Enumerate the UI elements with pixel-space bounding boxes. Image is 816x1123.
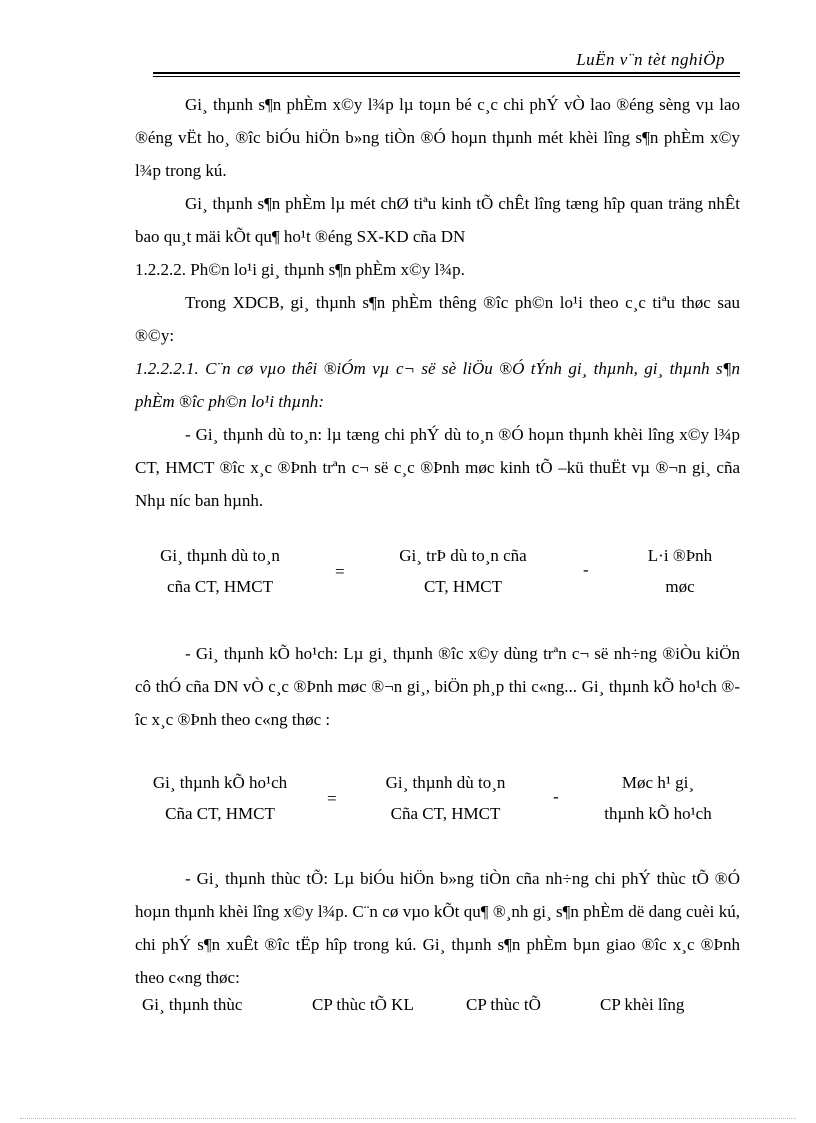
formula-2-right-line1: Møc h¹ gi¸ <box>621 773 695 792</box>
formula-1-left-line2: cña CT, HMCT <box>167 577 273 596</box>
header-title: LuËn v¨n tèt nghiÖp <box>576 50 725 69</box>
formula-2-mid <box>363 767 528 829</box>
formula-3-term-3: CP thùc tÕ <box>466 995 541 1014</box>
paragraph-cost-importance: Gi¸ thµnh s¶n phÈm lµ mét chØ tiªu kinh tÕ chÊt lîng tæng hîp quan träng nhÊt bao qu¸t mäi kÕt qu¶ ho¹t ®éng SX-KD cña DN <box>135 194 740 246</box>
formula-3-term-1: Gi¸ thµnh thùc <box>142 995 243 1014</box>
formula-3-term-4: CP khèi lîng <box>600 995 685 1014</box>
formula-1-mid <box>373 540 553 602</box>
formula-1-left-line1: Gi¸ thµnh dù to¸n <box>160 546 280 565</box>
formula-2-left-line1: Gi¸ thµnh kÕ ho¹ch <box>152 773 288 792</box>
formula-1-mid-line1: Gi¸ trÞ dù to¸n cña <box>399 546 527 565</box>
formula-1-equals: = <box>335 562 345 581</box>
body-block-2 <box>135 637 740 736</box>
paragraph-cost-definition: Gi¸ thµnh s¶n phÈm x©y l¾p lµ toµn bé c¸c chi phÝ vÒ lao ®éng sèng vµ lao ®éng vËt ho¸ ®îc biÓu hiÖn b»ng tiÒn ®Ó hoµn thµnh mét khèi lîng s¶n phÈm x©y l¾p trong kú. <box>135 95 740 180</box>
formula-1-left <box>135 540 305 602</box>
formula-2-mid-line2: Cña CT, HMCT <box>390 804 501 823</box>
footer-dotted-line <box>20 1118 796 1119</box>
header-rule-thick <box>153 72 740 74</box>
formula-1-right-line1: L·i ®Þnh <box>647 546 713 565</box>
formula-2-minus: - <box>553 787 559 806</box>
formula-2-mid-line1: Gi¸ thµnh dù to¸n <box>385 773 506 792</box>
formula-1-right-line2: møc <box>665 577 695 596</box>
formula-3-term-2: CP thùc tÕ KL <box>312 995 414 1014</box>
paragraph-estimated-cost: - Gi¸ thµnh dù to¸n: lµ tæng chi phÝ dù to¸n ®Ó hoµn thµnh khèi lîng x©y l¾p CT, HMCT ®îc x¸c ®Þnh trªn c¬ së c¸c ®Þnh møc kinh tÕ –kü thuËt vµ ®¬n gi¸ cña Nhµ níc ban hµnh. <box>135 425 740 510</box>
section-heading: 1.2.2.2. Ph©n lo¹i gi¸ thµnh s¶n phÈm x©y l¾p. <box>135 260 465 279</box>
paragraph-planned-cost: - Gi¸ thµnh kÕ ho¹ch: Lµ gi¸ thµnh ®îc x©y dùng trªn c¬ së nh÷ng ®iÒu kiÖn cô thÓ cña DN vÒ c¸c ®Þnh møc ®¬n gi¸, biÖn ph¸p thi c«ng... Gi¸ thµnh kÕ ho¹ch ®îc x¸c ®Þnh theo c«ng thøc : <box>135 644 740 729</box>
formula-estimated-cost <box>135 540 740 610</box>
formula-1-mid-line2: CT, HMCT <box>423 577 503 596</box>
formula-2-left <box>135 767 305 829</box>
sub-heading: 1.2.2.2.1. C¨n cø vµo thêi ®iÓm vµ c¬ së sè liÖu ®Ó tÝnh gi¸ thµnh, gi¸ thµnh s¶n phÈm ®îc ph©n lo¹i thµnh: <box>135 359 740 411</box>
paragraph-classification-intro: Trong XDCB, gi¸ thµnh s¶n phÈm thêng ®îc ph©n lo¹i theo c¸c tiªu thøc sau ®©y: <box>135 293 740 345</box>
body-block-1 <box>135 88 740 517</box>
formula-1-right <box>615 540 745 602</box>
header-rule-thin <box>153 76 740 77</box>
formula-planned-cost <box>135 767 740 837</box>
formula-2-right <box>583 767 733 829</box>
formula-1-minus: - <box>583 560 589 579</box>
body-block-3 <box>135 862 740 994</box>
formula-2-right-line2: thµnh kÕ ho¹ch <box>604 804 712 823</box>
paragraph-actual-cost: - Gi¸ thµnh thùc tÕ: Lµ biÓu hiÖn b»ng tiÒn cña nh÷ng chi phÝ thùc tÕ ®Ó hoµn thµnh khèi lîng x©y l¾p. C¨n cø vµo kÕt qu¶ ®¸nh gi¸ s¶n phÈm dë dang cuèi kú, chi phÝ s¶n xuÊt ®îc tËp hîp trong kú. Gi¸ thµnh s¶n phÈm bµn giao ®îc x¸c ®Þnh theo c«ng thøc: <box>135 869 740 987</box>
formula-2-left-line2: Cña CT, HMCT <box>165 804 275 823</box>
formula-2-equals: = <box>327 789 337 808</box>
